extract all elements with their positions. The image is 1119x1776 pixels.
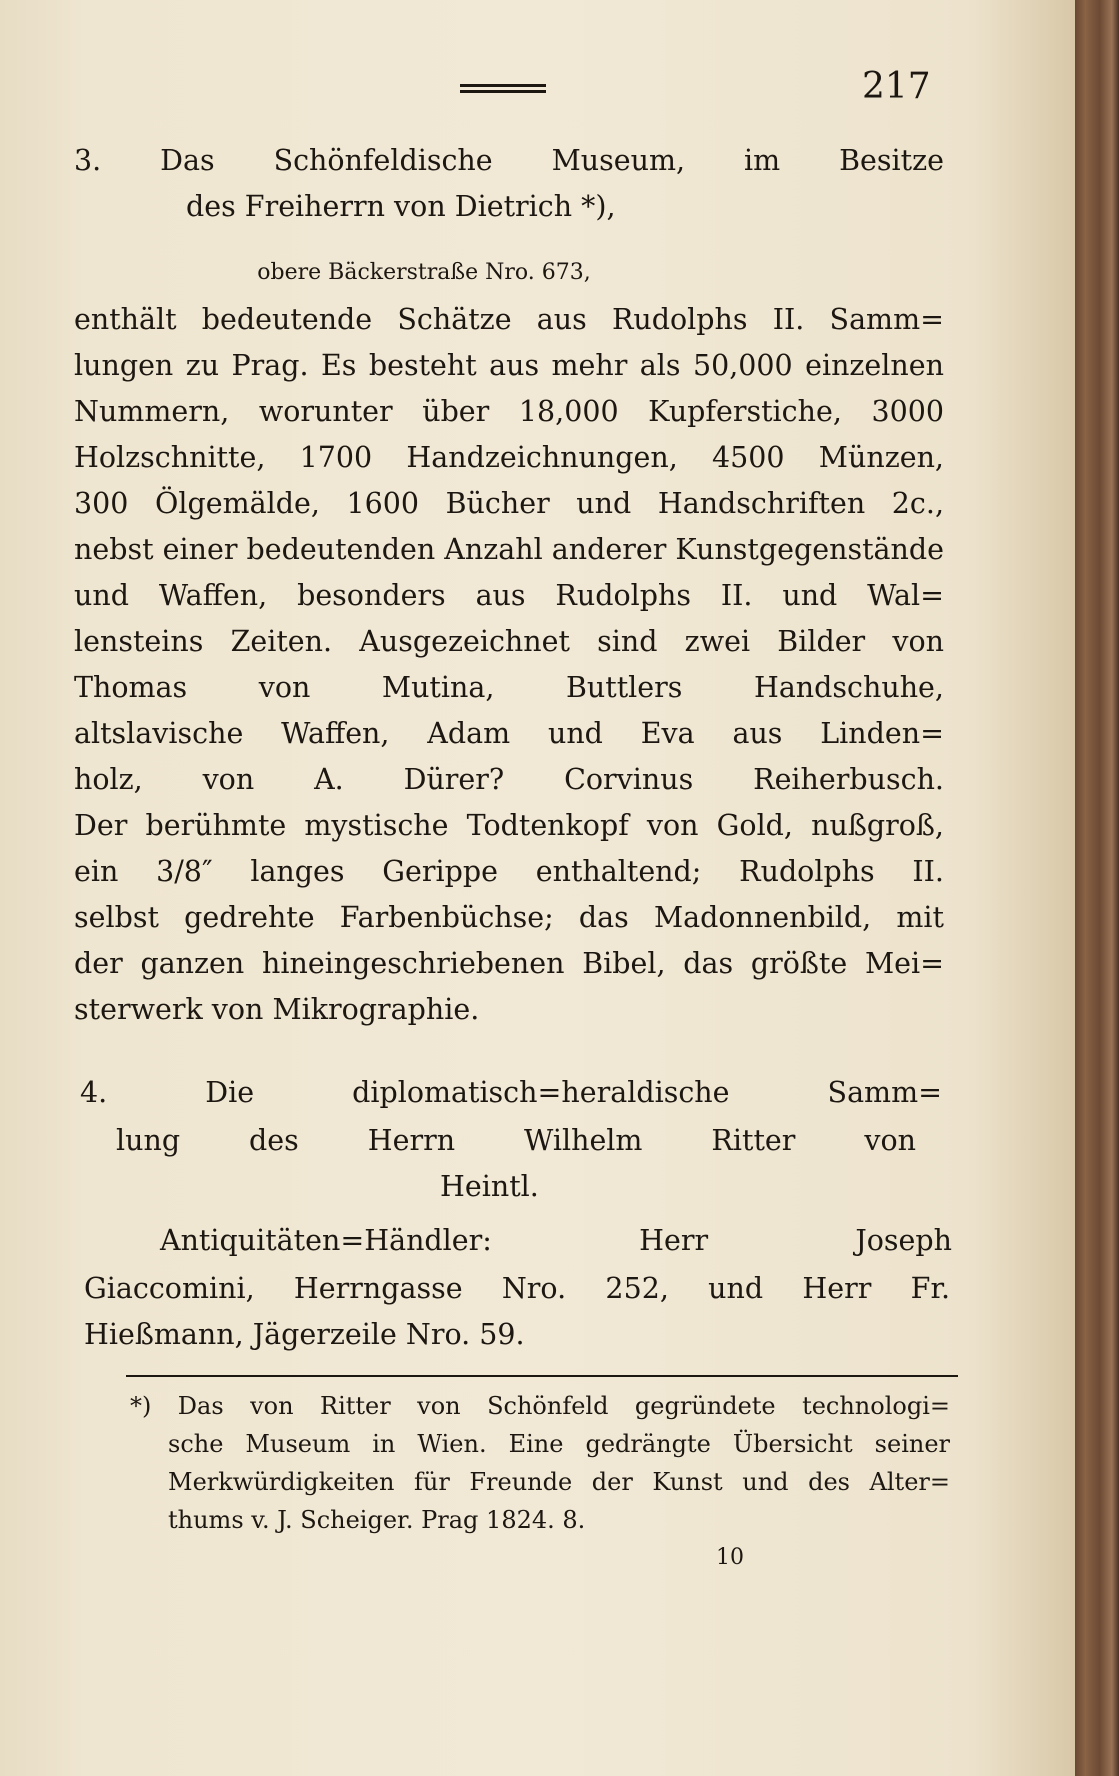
body-line-10: altslavische Waffen, Adam und Eva aus Linden=: [74, 717, 944, 750]
section4-heading-line2: lung des Herrn Wilhelm Ritter von: [116, 1124, 916, 1157]
body-line-15: der ganzen hineingeschriebenen Bibel, das größte Mei=: [74, 947, 944, 980]
section4-heading-line1: 4. Die diplomatisch=heraldische Samm=: [80, 1076, 942, 1109]
section4-heading-line3: Heintl.: [440, 1170, 539, 1203]
body-line-3: Nummern, worunter über 18,000 Kupferstiche, 3000: [74, 395, 944, 428]
body-line-9: Thomas von Mutina, Buttlers Handschuhe,: [74, 671, 944, 704]
footnote-line-3: Merkwürdigkeiten für Freunde der Kunst und des Alter=: [168, 1468, 950, 1496]
body-line-6: nebst einer bedeutenden Anzahl anderer Kunstgegenstände: [74, 533, 944, 566]
footnote-rule: [126, 1375, 958, 1377]
section3-heading-line1: 3. Das Schönfeldische Museum, im Besitze: [74, 144, 944, 177]
footnote-line-2: sche Museum in Wien. Eine gedrängte Übersicht seiner: [168, 1430, 950, 1458]
body-line-16: sterwerk von Mikrographie.: [74, 993, 480, 1026]
dealers-line-3: Hießmann, Jägerzeile Nro. 59.: [84, 1318, 525, 1351]
book-gutter: [1071, 0, 1119, 1776]
section3-address: obere Bäckerstraße Nro. 673,: [257, 260, 591, 285]
body-line-11: holz, von A. Dürer? Corvinus Reiherbusch.: [74, 763, 944, 796]
body-line-14: selbst gedrehte Farbenbüchse; das Madonnenbild, mit: [74, 901, 944, 934]
signature-mark: 10: [716, 1545, 744, 1570]
body-line-8: lensteins Zeiten. Ausgezeichnet sind zwei Bilder von: [74, 625, 944, 658]
body-line-5: 300 Ölgemälde, 1600 Bücher und Handschriften 2c.,: [74, 487, 944, 520]
footnote-line-1: *) Das von Ritter von Schönfeld gegründete technologi=: [130, 1392, 950, 1420]
page-number: 217: [862, 66, 931, 107]
dealers-line-1: Antiquitäten=Händler: Herr Joseph: [160, 1224, 952, 1257]
header-rule: [460, 84, 546, 93]
dealers-line-2: Giaccomini, Herrngasse Nro. 252, und Herr Fr.: [84, 1272, 950, 1305]
body-line-1: enthält bedeutende Schätze aus Rudolphs II. Samm=: [74, 303, 944, 336]
body-line-7: und Waffen, besonders aus Rudolphs II. und Wal=: [74, 579, 944, 612]
body-line-4: Holzschnitte, 1700 Handzeichnungen, 4500 Münzen,: [74, 441, 944, 474]
body-line-2: lungen zu Prag. Es besteht aus mehr als 50,000 einzelnen: [74, 349, 944, 382]
footnote-line-4: thums v. J. Scheiger. Prag 1824. 8.: [168, 1506, 586, 1534]
body-line-13: ein 3/8″ langes Gerippe enthaltend; Rudolphs II.: [74, 855, 944, 888]
section3-heading-line2: des Freiherrn von Dietrich *),: [186, 190, 616, 223]
body-line-12: Der berühmte mystische Todtenkopf von Gold, nußgroß,: [74, 809, 944, 842]
